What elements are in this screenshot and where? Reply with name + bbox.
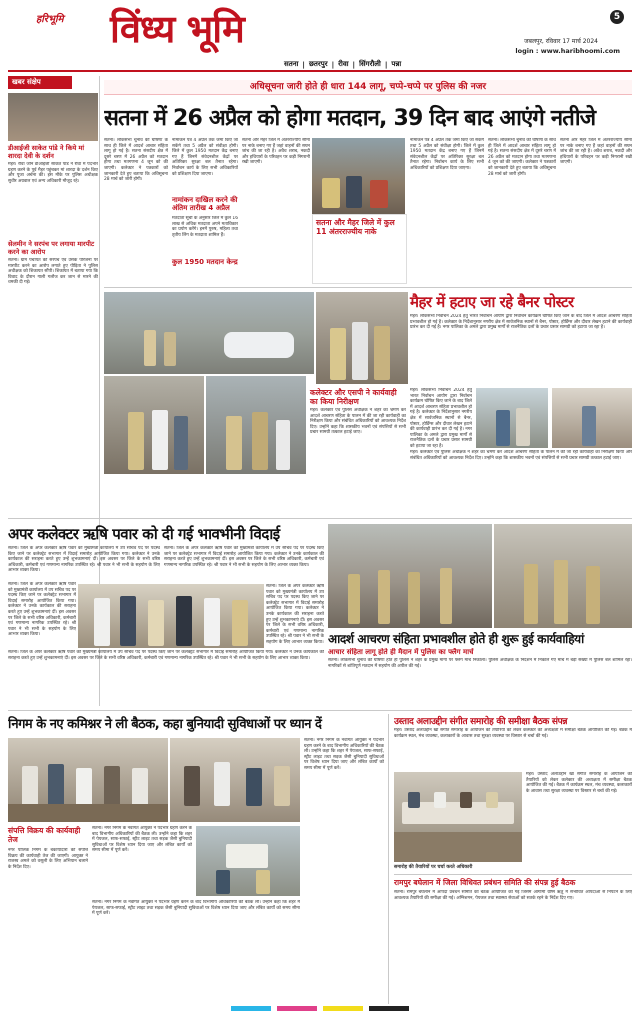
banner-text: अधिसूचना जारी होते ही धारा 144 लागू, चप्पे-चप्पे पर पुलिस की नजर — [249, 82, 487, 92]
lead-body-5: नामांकन पत्र 4 अप्रैल तक जमा किए जा सकेंगे तथा 5 अप्रैल को संवीक्षा होगी। जिले में कुल 1950 मतदान केंद्र बनाए गए हैं जिनमें संवेदनशील केंद्रों पर अतिरिक्त सुरक्षा बल तैनात रहेगा। निर्वाचन कार्य के लिए सभी अधिकारियों को प्रशिक्षण दिया जाएगा। — [410, 138, 484, 171]
registration-mark-yellow — [323, 1006, 363, 1011]
lead-body-1: सतना। लोकसभा चुनाव की घोषणा के साथ ही जिले में आदर्श आचार संहिता लागू हो गई है। सतना संसदीय क्षेत्र में दूसरे चरण में 26 अप्रैल को मतदान होगा तथा मतगणना 4 जून को की जाएगी। कलेक्टर ने पत्रकारों को जानकारी देते हुए बताया कि अधिसूचना 28 मार्च को जारी होगी। — [104, 138, 168, 183]
festival-body: मैहर। उस्ताद अलाउद्दीन खां संगीत समारोह के आयोजन की तैयारियों को लेकर कलेक्टर की अध्यक्षता में समीक्षा बैठक आयोजित की गई। बैठक में कार्यक्रम स्थल, मंच व्यवस्था, कलाकारों के आवास तथा सुरक्षा व्यवस्था पर विस्तार से चर्चा की गई। — [394, 728, 632, 739]
maihar-body: मैहर। लोकसभा निर्वाचन 2024 हेतु भारत निर्वाचन आयोग द्वारा निर्वाचन कार्यक्रम घोषित किए जाने के बाद जिले में आदर्श आचरण संहिता प्रभावशील हो गई है। कलेक्टर के निर्देशानुसार नगरीय क्षेत्र में सार्वजनिक स्थानों से बैनर, पोस्टर, होर्डिंग्स और दीवार लेखन हटाने की कार्यवाही प्रारंभ कर दी गई है। नगर पालिका के अमले द्वारा प्रमुख मार्गों से राजनैतिक दलों के प्रचार प्रसार सामग्री को हटाया जा रहा है। — [410, 314, 632, 331]
disaster-body: सतना। रामपुर बघेलान में आपदा प्रबंधन समिति की बैठक आयोजित की गई जिसमें आगामी ग्रीष्म ऋतु में संभावित आपदाओं से निपटने के लिए आवश्यक तैयारियों की समीक्षा की गई। अग्निशमन, पेयजल तथा स्वास्थ्य सेवाओं को सतर्क रहने के निर्देश दिए गए। — [394, 890, 632, 901]
farewell-body-3: सतना। जिले के अपर कलेक्टर ऋषि पवार को मुख्यमंत्री कार्यालय में उप सचिव पद पर पदस्थ किए जाने पर कलेक्ट्रेट सभागार में विदाई समारोह आयोजित किया गया। कलेक्टर ने उनके कार्यकाल की सराहना करते हुए उन्हें शुभकामनाएं दीं। इस अवसर पर जिले के सभी वरिष्ठ अधिकारी, कर्मचारी एवं गणमान्य नागरिक उपस्थित रहे। श्री पवार ने भी सभी के सहयोग के लिए आभार व्यक्त किया। — [8, 582, 76, 638]
festival-headline: उस्ताद अलाउद्दीन संगीत समारोह की समीक्षा बैठक संपन्न — [394, 717, 568, 727]
inspection-headline: कलेक्टर और एसपी ने कार्यवाही का किया निरीक्षण — [310, 388, 397, 406]
section-nav — [284, 60, 401, 69]
section-rule-3 — [8, 710, 632, 711]
dig-photo — [8, 93, 98, 141]
section-rule-2 — [8, 518, 632, 519]
nav-chhatarpur[interactable]: छतरपुर — [308, 60, 328, 68]
festival-photo — [394, 772, 522, 862]
haribhoomi-logo: हरिभूमि — [36, 14, 64, 25]
farewell-body-5: सतना। जिले के अपर कलेक्टर ऋषि पवार को मुख्यमंत्री कार्यालय में उप सचिव पद पर पदस्थ किए जाने पर कलेक्ट्रेट सभागार में विदाई समारोह आयोजित किया गया। कलेक्टर ने उनके कार्यकाल की सराहना करते हुए उन्हें शुभकामनाएं दीं। इस अवसर पर जिले के सभी वरिष्ठ अधिकारी, कर्मचारी एवं गणमान्य नागरिक उपस्थित रहे। श्री पवार ने भी सभी के सहयोग के लिए आभार व्यक्त किया। — [8, 650, 324, 661]
maihar-photo-wall — [552, 388, 632, 448]
registration-mark-black — [369, 1006, 409, 1011]
section-rule-1 — [104, 287, 632, 288]
nav-separator: | — [331, 60, 335, 69]
lead-body-6: सतना। लोकसभा चुनाव की घोषणा के साथ ही जिले में आदर्श आचार संहिता लागू हो गई है। सतना संसदीय क्षेत्र में दूसरे चरण में 26 अप्रैल को मतदान होगा तथा मतगणना 4 जून को की जाएगी। कलेक्टर ने पत्रकारों को जानकारी देते हुए बताया कि अधिसूचना 28 मार्च को जारी होगी। — [488, 138, 556, 177]
inspection-body: मैहर। कलेक्टर एवं पुलिस अधीक्षक ने शहर का भ्रमण कर आदर्श आचरण संहिता के पालन में की जा रही कार्यवाही का निरीक्षण किया और संबंधित अधिकारियों को आवश्यक निर्देश दिए। उन्होंने कहा कि शासकीय भवनों एवं संपत्तियों से सभी प्रचार सामग्री तत्काल हटाई जाए। — [310, 408, 406, 436]
flag-march-photo-1 — [328, 524, 492, 628]
disaster-headline: रामपुर बघेलान में जिला विधिवत प्रबंधन समिति की संपन्न हुई बैठक — [394, 878, 576, 887]
commissioner-photo-site — [196, 826, 300, 896]
lead-body-4: सतना और मैहर जिले में अंतरराज्यीय सीमा पर नाके बनाए गए हैं जहां वाहनों की सघन जांच की जा रही है। अवैध शराब, नकदी और हथियारों के परिवहन पर कड़ी निगरानी रखी जाएगी। — [242, 138, 310, 166]
column-divider — [388, 714, 389, 1004]
inspection-photo-2 — [206, 376, 306, 474]
conduct-body: सतना। लोकसभा चुनाव की घोषणा होते ही पुलिस ने शहर के प्रमुख मार्गों पर फ्लैग मार्च निकाला। पुलिस अधीक्षक के निर्देशन में निकाले गए मार्च में बड़ी संख्या में पुलिस बल शामिल रहा। नागरिकों से शांतिपूर्ण मतदान में सहयोग की अपील की गई। — [328, 658, 632, 669]
print-registration-strip — [0, 1004, 640, 1013]
maihar-photo-officers — [316, 292, 408, 384]
naka-box-caption: सतना और मैहर जिले में कुल 11 अंतरराज्यीय नाके — [316, 218, 395, 236]
maihar-photo-traffic — [104, 292, 314, 374]
commissioner-photo-meeting — [8, 738, 168, 822]
lead-photo-crowd — [312, 138, 405, 214]
farewell-photo — [78, 584, 264, 648]
nav-satna[interactable]: सतना — [284, 60, 299, 68]
registration-mark-cyan — [231, 1006, 271, 1011]
maihar-headline: मैहर में हटाए जा रहे बैनर पोस्टर — [410, 293, 574, 311]
property-sale-body: नगर पालिक निगम के बकायादारों की संपत्ति विक्रय की कार्यवाही तेज की जाएगी। आयुक्त ने राजस्व अमले को वसूली के लिए अभियान चलाने के निर्देश दिए। — [8, 848, 88, 870]
sidebar-section-label: खबर संक्षेप — [8, 76, 72, 89]
nav-separator: | — [302, 60, 305, 69]
maihar-body-2: मैहर। लोकसभा निर्वाचन 2024 हेतु भारत निर्वाचन आयोग द्वारा निर्वाचन कार्यक्रम घोषित किए जाने के बाद जिले में आदर्श आचरण संहिता प्रभावशील हो गई है। कलेक्टर के निर्देशानुसार नगरीय क्षेत्र में सार्वजनिक स्थानों से बैनर, पोस्टर, होर्डिंग्स और दीवार लेखन हटाने की कार्यवाही प्रारंभ कर दी गई है। नगर पालिका के अमले द्वारा प्रमुख मार्गों से राजनैतिक दलों के प्रचार प्रसार सामग्री को हटाया जा रहा है। — [410, 388, 472, 448]
flag-march-photo-2 — [494, 524, 632, 628]
commissioner-headline: निगम के नए कमिश्नर ने ली बैठक, कहा बुनियादी सुविधाओं पर ध्यान दें — [8, 717, 322, 732]
property-sale-subhead: संपत्ति विक्रय की कार्यवाही तेज — [8, 826, 81, 844]
sidebar-body-1: मैहर। रीवा जोन डीआईजी साकेत पांडे ने रीवा में पदभार ग्रहण करने के पूर्व मैहर पहुंचकर मां शारदा के दर्शन किए और पूजा अर्चना की। इस मौके पर पुलिस अधीक्षक सुधीर अग्रवाल एवं अन्य अधिकारी मौजूद रहे। — [8, 162, 98, 184]
lead-body-7: सतना और मैहर जिले में अंतरराज्यीय सीमा पर नाके बनाए गए हैं जहां वाहनों की सघन जांच की जा रही है। अवैध शराब, नकदी और हथियारों के परिवहन पर कड़ी निगरानी रखी जाएगी। — [560, 138, 632, 166]
page-number: 5 — [610, 10, 624, 24]
masthead — [0, 0, 640, 69]
commissioner-body-2: सतना। नगर निगम के नवागत आयुक्त ने पदभार ग्रहण करने के बाद विभागीय अधिकारियों की बैठक ली। उन्होंने कहा कि शहर में पेयजल, साफ-सफाई, स्ट्रीट लाइट तथा सड़क जैसी बुनियादी सुविधाओं पर विशेष ध्यान दिया जाए और लंबित कार्यों को समय सीमा में पूर्ण करें। — [92, 826, 192, 854]
sidebar-headline-2: सेलमीन ने सरपंच पर लगाया मारपीट करने का आरोप — [8, 240, 95, 256]
nav-separator: | — [352, 60, 356, 69]
nav-singrauli[interactable]: सिंगरौली — [359, 60, 381, 68]
top-banner — [104, 80, 632, 95]
commissioner-photo-officials — [170, 738, 300, 822]
commissioner-body-1: सतना। नगर निगम के नवागत आयुक्त ने पदभार ग्रहण करने के बाद विभागीय अधिकारियों की बैठक ली। उन्होंने कहा कि शहर में पेयजल, साफ-सफाई, स्ट्रीट लाइट तथा सड़क जैसी बुनियादी सुविधाओं पर विशेष ध्यान दिया जाए और लंबित कार्यों को समय सीमा में पूर्ण करें। — [304, 738, 384, 771]
maihar-photo-poster-removal — [476, 388, 548, 448]
lead-subhead-nomination: नामांकन दाखिल करने की अंतिम तारीख 4 अप्रैल — [172, 196, 238, 212]
maihar-body-3: मैहर। कलेक्टर एवं पुलिस अधीक्षक ने शहर का भ्रमण कर आदर्श आचरण संहिता के पालन में की जा रही कार्यवाही का निरीक्षण किया और संबंधित अधिकारियों को आवश्यक निर्देश दिए। उन्होंने कहा कि शासकीय भवनों एवं संपत्तियों से सभी प्रचार सामग्री तत्काल हटाई जाए। — [410, 450, 632, 461]
conduct-subhead: आचार संहिता लागू होते ही मैदान में पुलिस का फ्लैग मार्च — [328, 648, 474, 656]
masthead-title: विंध्य भूमि — [110, 6, 244, 51]
lead-body-3: मतदाता सूची के अनुसार जिले में कुल 16 लाख से अधिक मतदाता अपने मताधिकार का प्रयोग करेंगे। इनमें पुरुष, महिला तथा तृतीय लिंग के मतदाता शामिल हैं। — [172, 216, 238, 238]
registration-mark-magenta — [277, 1006, 317, 1011]
commissioner-body-3: सतना। नगर निगम के नवागत आयुक्त ने पदभार ग्रहण करने के बाद विभागीय अधिकारियों की बैठक ली। उन्होंने कहा कि शहर में पेयजल, साफ-सफाई, स्ट्रीट लाइट तथा सड़क जैसी बुनियादी सुविधाओं पर विशेष ध्यान दिया जाए और लंबित कार्यों को समय सीमा में पूर्ण करें। — [92, 900, 300, 917]
conduct-headline: आदर्श आचरण संहिता प्रभावशील होते ही शुरू हुई कार्यवाहियां — [328, 632, 584, 646]
farewell-body-2: सतना। जिले के अपर कलेक्टर ऋषि पवार को मुख्यमंत्री कार्यालय में उप सचिव पद पर पदस्थ किए जाने पर कलेक्ट्रेट सभागार में विदाई समारोह आयोजित किया गया। कलेक्टर ने उनके कार्यकाल की सराहना करते हुए उन्हें शुभकामनाएं दीं। इस अवसर पर जिले के सभी वरिष्ठ अधिकारी, कर्मचारी एवं गणमान्य नागरिक उपस्थित रहे। श्री पवार ने भी सभी के सहयोग के लिए आभार व्यक्त किया। — [164, 546, 324, 568]
lead-body-2: नामांकन पत्र 4 अप्रैल तक जमा किए जा सकेंगे तथा 5 अप्रैल को संवीक्षा होगी। जिले में कुल 1950 मतदान केंद्र बनाए गए हैं जिनमें संवेदनशील केंद्रों पर अतिरिक्त सुरक्षा बल तैनात रहेगा। निर्वाचन कार्य के लिए सभी अधिकारियों को प्रशिक्षण दिया जाएगा। — [172, 138, 238, 177]
website-link[interactable]: login : www.haribhoomi.com — [515, 47, 620, 55]
festival-caption: समारोह की तैयारियों पर चर्चा करते अधिकारी — [394, 865, 473, 870]
sidebar-body-2: सतना। ग्राम पंचायत की सरपंच एवं उसके परिजनों पर मारपीट करने का आरोप लगाते हुए पीड़िता ने पुलिस अधीक्षक को शिकायत सौंपी। शिकायत में बताया गया कि विवाद के दौरान गाली गलौज कर जान से मारने की धमकी दी गई। — [8, 258, 98, 286]
nav-separator: | — [384, 60, 388, 69]
lead-headline: सतना में 26 अप्रैल को होगा मतदान, 39 दिन बाद आएंगे नतीजे — [104, 106, 596, 131]
festival-body-2: मैहर। उस्ताद अलाउद्दीन खां संगीत समारोह के आयोजन की तैयारियों को लेकर कलेक्टर की अध्यक्षता में समीक्षा बैठक आयोजित की गई। बैठक में कार्यक्रम स्थल, मंच व्यवस्था, कलाकारों के आवास तथा सुरक्षा व्यवस्था पर विस्तार से चर्चा की गई। — [526, 772, 632, 794]
farewell-headline: अपर कलेक्टर ऋषि पवार को दी गई भावभीनी विदाई — [8, 525, 280, 543]
nav-rewa[interactable]: रीवा — [338, 60, 349, 68]
date-line: जबलपुर, रविवार 17 मार्च 2024 — [524, 38, 598, 45]
lead-subhead-booths: कुल 1950 मतदान केन्द्र — [172, 258, 238, 266]
lead-naka-box — [312, 214, 407, 284]
masthead-rule — [8, 70, 632, 72]
section-rule-4 — [394, 874, 632, 875]
nav-panna[interactable]: पन्ना — [391, 60, 402, 68]
inspection-photo-1 — [104, 376, 204, 474]
sidebar-headline-1: डीआईजी साकेत पांडे ने किये मां शारदा देवी के दर्शन — [8, 144, 85, 160]
farewell-body-4: सतना। जिले के अपर कलेक्टर ऋषि पवार को मुख्यमंत्री कार्यालय में उप सचिव पद पर पदस्थ किए जाने पर कलेक्ट्रेट सभागार में विदाई समारोह आयोजित किया गया। कलेक्टर ने उनके कार्यकाल की सराहना करते हुए उन्हें शुभकामनाएं दीं। इस अवसर पर जिले के सभी वरिष्ठ अधिकारी, कर्मचारी एवं गणमान्य नागरिक उपस्थित रहे। श्री पवार ने भी सभी के सहयोग के लिए आभार व्यक्त किया। — [266, 584, 324, 645]
farewell-body-1: सतना। जिले के अपर कलेक्टर ऋषि पवार को मुख्यमंत्री कार्यालय में उप सचिव पद पर पदस्थ किए जाने पर कलेक्ट्रेट सभागार में विदाई समारोह आयोजित किया गया। कलेक्टर ने उनके कार्यकाल की सराहना करते हुए उन्हें शुभकामनाएं दीं। इस अवसर पर जिले के सभी वरिष्ठ अधिकारी, कर्मचारी एवं गणमान्य नागरिक उपस्थित रहे। श्री पवार ने भी सभी के सहयोग के लिए आभार व्यक्त किया। — [8, 546, 160, 574]
